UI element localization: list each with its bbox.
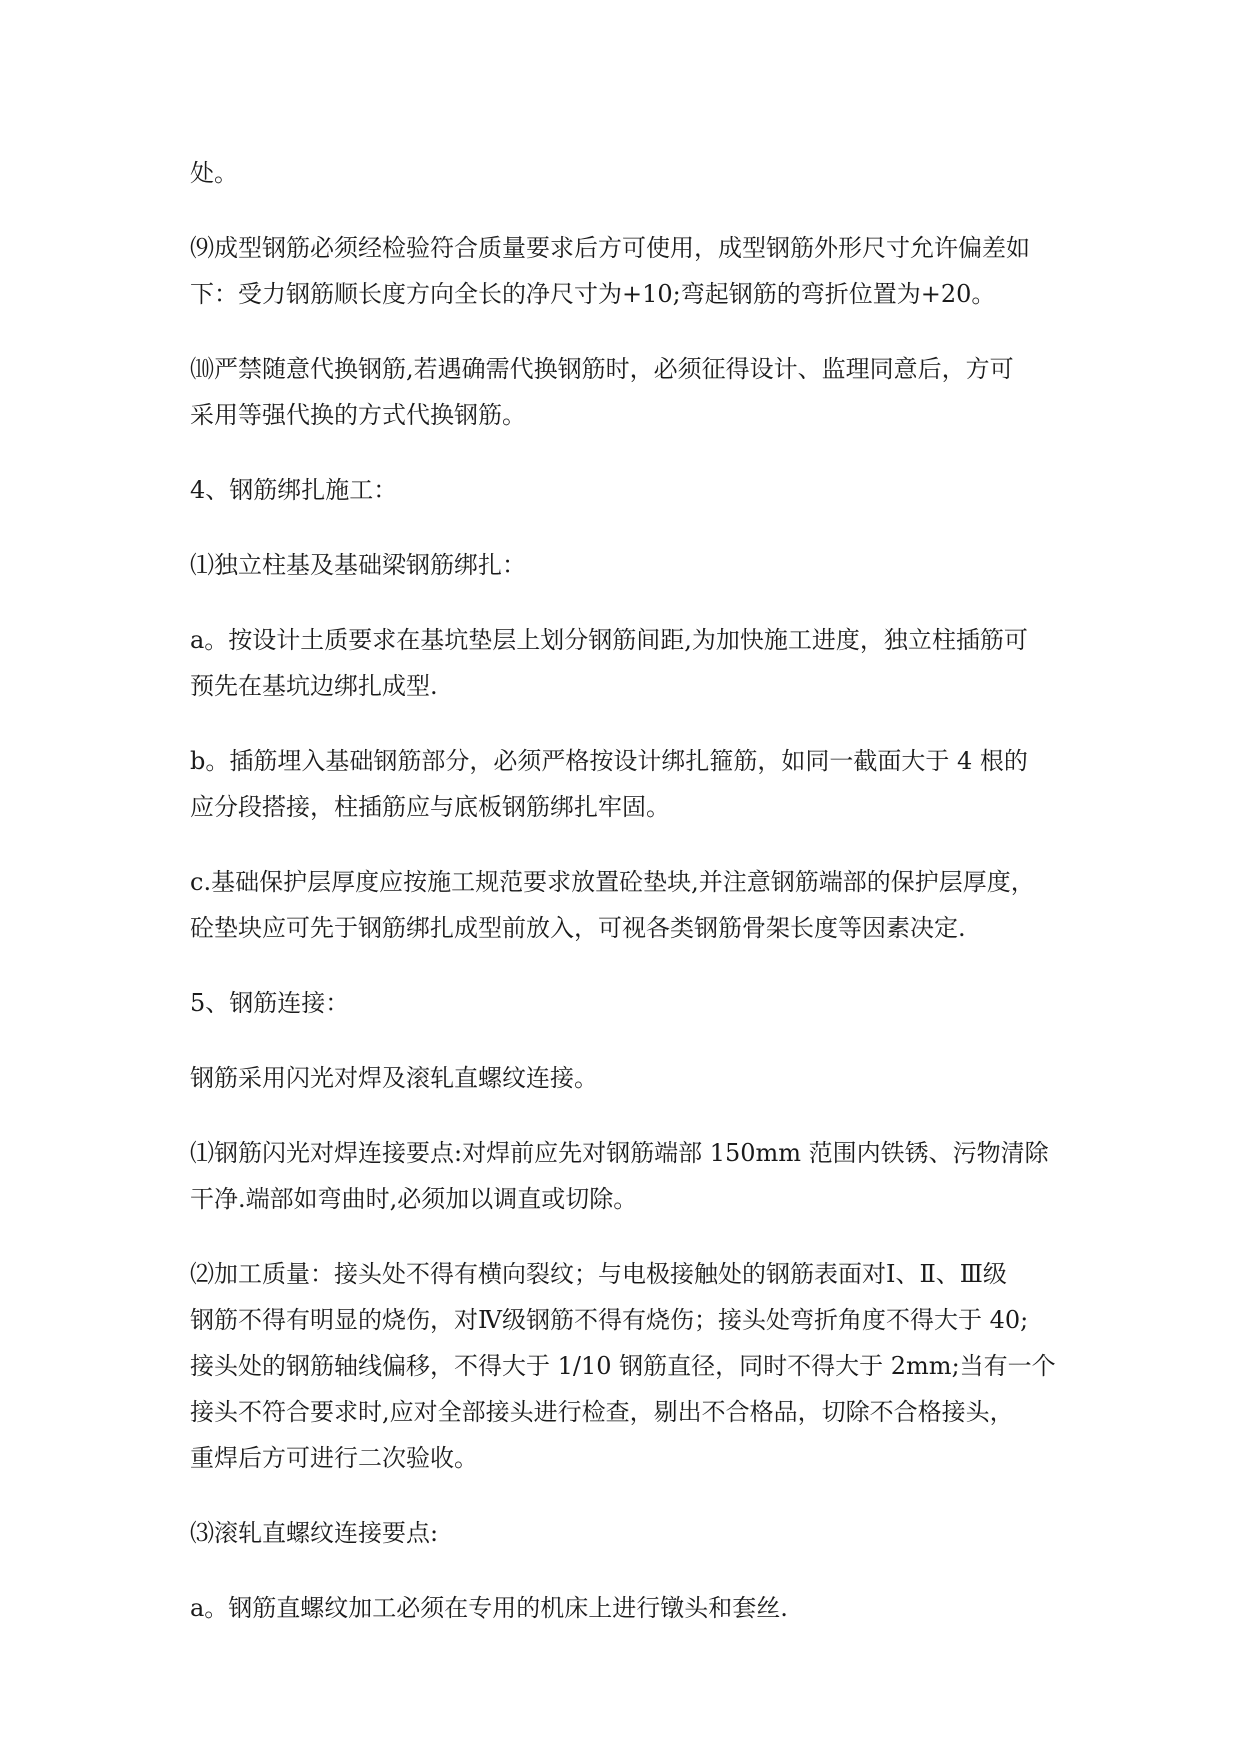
- text-line: 5、钢筋连接：: [190, 989, 350, 1017]
- text-line: a。按设计土质要求在基坑垫层上划分钢筋间距,为加快施工进度，独立柱插筋可: [190, 626, 1028, 654]
- text-line: 重焊后方可进行二次验收。: [190, 1444, 478, 1472]
- text-line: 4、钢筋绑扎施工：: [190, 476, 398, 504]
- text-line: a。钢筋直螺纹加工必须在专用的机床上进行镦头和套丝.: [190, 1594, 788, 1622]
- text-line: 钢筋不得有明显的烧伤，对Ⅳ级钢筋不得有烧伤；接头处弯折角度不得大于 40;: [190, 1306, 1029, 1334]
- subsection-heading: [190, 1510, 1060, 1556]
- text-line: ⑵加工质量：接头处不得有横向裂纹；与电极接触处的钢筋表面对Ⅰ、Ⅱ、Ⅲ级: [190, 1260, 1007, 1288]
- paragraph: [190, 1585, 1060, 1631]
- paragraph: [190, 617, 1060, 709]
- text-line: 干净.端部如弯曲时,必须加以调直或切除。: [190, 1185, 638, 1213]
- paragraph: [190, 1130, 1060, 1222]
- text-line: b。插筋埋入基础钢筋部分，必须严格按设计绑扎箍筋，如同一截面大于 4 根的: [190, 747, 1028, 775]
- text-line: 钢筋采用闪光对焊及滚轧直螺纹连接。: [190, 1064, 598, 1092]
- paragraph: [190, 225, 1060, 317]
- paragraph: [190, 1055, 1060, 1101]
- subsection-heading: [190, 542, 1060, 588]
- text-line: 砼垫块应可先于钢筋绑扎成型前放入，可视各类钢筋骨架长度等因素决定.: [190, 914, 966, 942]
- text-line: 处。: [190, 159, 238, 187]
- section-heading: [190, 467, 1060, 513]
- text-line: 接头处的钢筋轴线偏移，不得大于 1/10 钢筋直径，同时不得大于 2mm;当有一个: [190, 1352, 1056, 1380]
- paragraph: [190, 1251, 1060, 1481]
- paragraph: [190, 738, 1060, 830]
- text-line: ⑼成型钢筋必须经检验符合质量要求后方可使用，成型钢筋外形尺寸允许偏差如: [190, 234, 1030, 262]
- text-line: ⑴独立柱基及基础梁钢筋绑扎：: [190, 551, 526, 579]
- text-line: 下：受力钢筋顺长度方向全长的净尺寸为+10;弯起钢筋的弯折位置为+20。: [190, 280, 996, 308]
- text-line: 预先在基坑边绑扎成型.: [190, 672, 438, 700]
- text-line: 应分段搭接，柱插筋应与底板钢筋绑扎牢固。: [190, 793, 670, 821]
- text-line: ⑽严禁随意代换钢筋,若遇确需代换钢筋时，必须征得设计、监理同意后，方可: [190, 355, 1014, 383]
- text-line: ⑴钢筋闪光对焊连接要点:对焊前应先对钢筋端部 150mm 范围内铁锈、污物清除: [190, 1139, 1049, 1167]
- document-body: [190, 150, 1060, 1660]
- text-line: ⑶滚轧直螺纹连接要点:: [190, 1519, 439, 1547]
- text-line: 采用等强代换的方式代换钢筋。: [190, 401, 526, 429]
- text-line: 接头不符合要求时,应对全部接头进行检查，剔出不合格品，切除不合格接头，: [190, 1398, 1014, 1426]
- section-heading: [190, 980, 1060, 1026]
- text-line: c.基础保护层厚度应按施工规范要求放置砼垫块,并注意钢筋端部的保护层厚度，: [190, 868, 1035, 896]
- paragraph: [190, 859, 1060, 951]
- paragraph: [190, 346, 1060, 438]
- paragraph: [190, 150, 1060, 196]
